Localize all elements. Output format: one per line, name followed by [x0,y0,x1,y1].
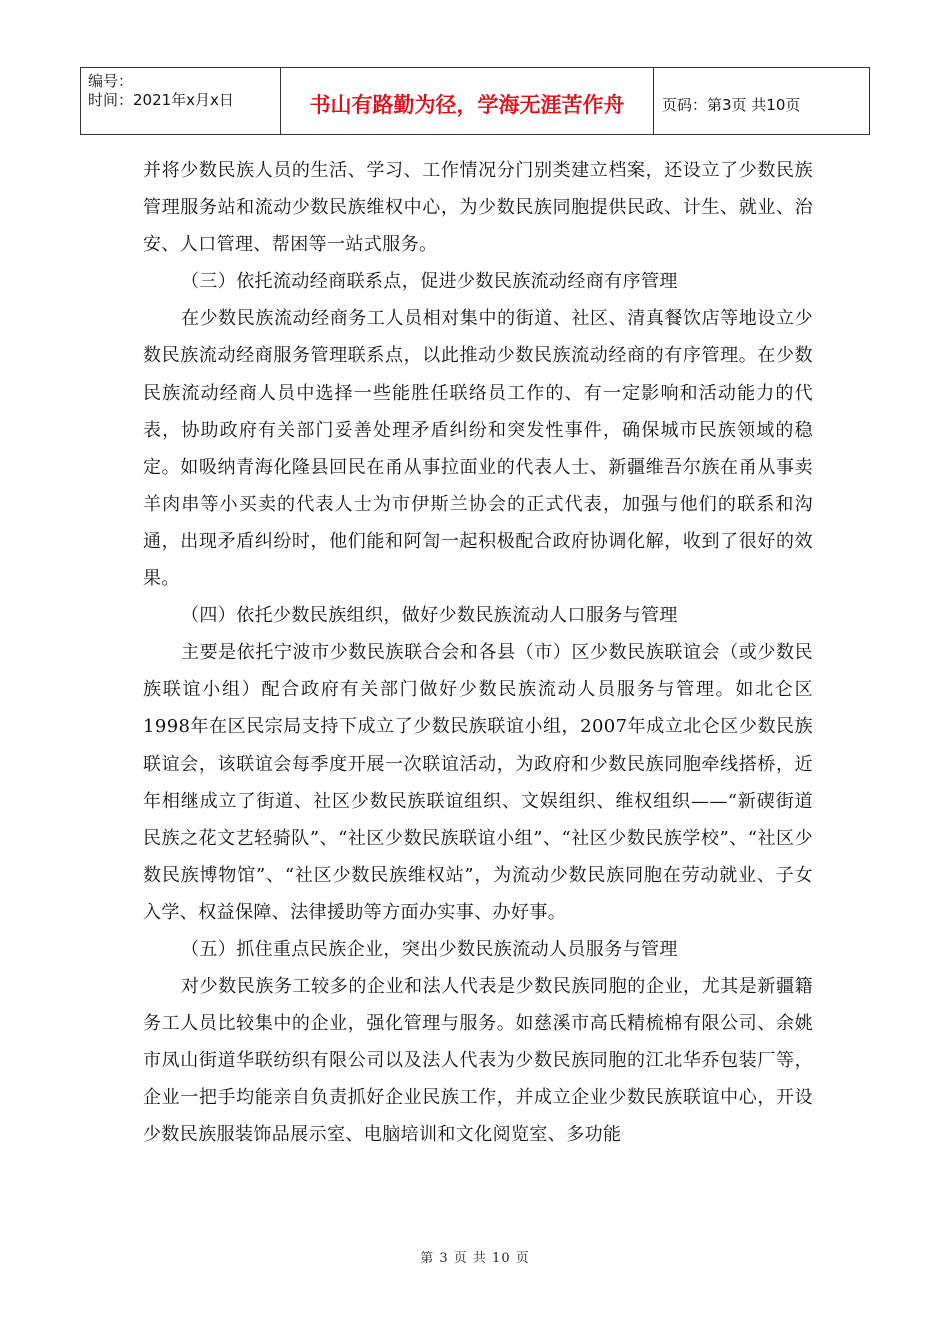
header-meta-cell [81,68,281,134]
section-heading-5: （五）抓住重点民族企业，突出少数民族流动人员服务与管理 [181,938,678,960]
paragraph-section-5: 对少数民族务工较多的企业和法人代表是少数民族同胞的企业，尤其是新疆籍务工人员比较集中的企业，强化管理与服务。如慈溪市高氏精梳棉有限公司、余姚市凤山街道华联纺织有限公司以及法人代表为少数民族同胞的江北华乔包装厂等，企业一把手均能亲自负责抓好企业民族工作，并成立企业少数民族联谊中心，开设少数民族服装饰品展示室、电脑培训和文化阅览室、多功能 [143,976,813,1146]
document-body [143,152,813,1154]
paragraph-section-4: 主要是依托宁波市少数民族联合会和各县（市）区少数民族联谊会（或少数民族联谊小组）配合政府有关部门做好少数民族流动人员服务与管理。如北仑区1998年在区民宗局支持下成立了少数民族联谊小组，2007年成立北仑区少数民族联谊会，该联谊会每季度开展一次联谊活动，为政府和少数民族同胞牵线搭桥，近年相继成立了街道、社区少数民族联谊组织、文娱组织、维权组织——“新碶街道民族之花文艺轻骑队”、“社区少数民族联谊小组”、“社区少数民族学校”、“社区少数民族博物馆”、“社区少数民族维权站”，为流动少数民族同胞在劳动就业、子女入学、权益保障、法律援助等方面办实事、办好事。 [143,642,813,923]
number-label: 编号： [88,72,134,90]
page-footer: 第 3 页 共 10 页 [420,1251,530,1266]
section-heading-3: （三）依托流动经商联系点，促进少数民族流动经商有序管理 [181,271,678,293]
section-heading-4: （四）依托少数民族组织，做好少数民族流动人口服务与管理 [181,605,678,627]
date-label: 时间：2021年x月x日 [88,91,234,109]
header-table [80,67,870,135]
paragraph-continuation: 并将少数民族人员的生活、学习、工作情况分门别类建立档案，还设立了少数民族管理服务站和流动少数民族维权中心，为少数民族同胞提供民政、计生、就业、治安、人口管理、帮困等一站式服务。 [143,160,813,256]
header-page-info: 页码：第3页 共10页 [662,95,801,114]
paragraph-section-3: 在少数民族流动经商务工人员相对集中的街道、社区、清真餐饮店等地设立少数民族流动经商服务管理联系点，以此推动少数民族流动经商的有序管理。在少数民族流动经商人员中选择一些能胜任联络员工作的、有一定影响和活动能力的代表，协助政府有关部门妥善处理矛盾纠纷和突发性事件，确保城市民族领域的稳定。如吸纳青海化隆县回民在甬从事拉面业的代表人士、新疆维吾尔族在甬从事卖羊肉串等小买卖的代表人士为市伊斯兰协会的正式代表，加强与他们的联系和沟通，出现矛盾纠纷时，他们能和阿訇一起积极配合政府协调化解，收到了很好的效果。 [143,308,813,590]
header-motto: 书山有路勤为径，学海无涯苦作舟 [281,68,654,134]
